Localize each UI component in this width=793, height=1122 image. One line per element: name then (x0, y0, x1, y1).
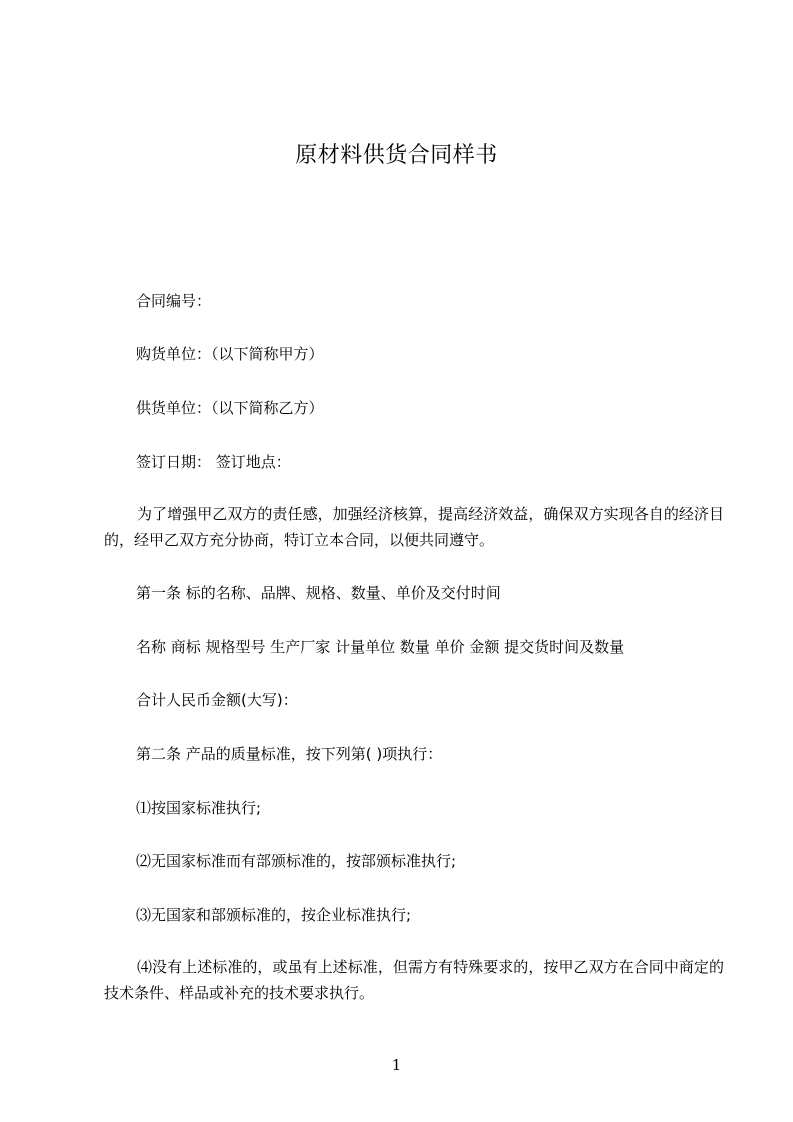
buyer-field: 购货单位：（以下简称甲方） (136, 345, 324, 363)
article-1-total: 合计人民币金额(大写)： (136, 691, 298, 709)
page-number: 1 (391, 1056, 402, 1074)
article-1-heading: 第一条 标的名称、品牌、规格、数量、单价及交付时间 (136, 584, 501, 602)
document-title: 原材料供货合同样书 (295, 143, 498, 168)
sign-date-location-field: 签订日期： 签订地点： (136, 453, 291, 471)
supplier-field: 供货单位：（以下简称乙方） (136, 399, 324, 417)
article-1-columns: 名称 商标 规格型号 生产厂家 计量单位 数量 单价 金额 提交货时间及数量 (136, 638, 625, 656)
article-2-item-3: ⑶无国家和部颁标准的，按企业标准执行; (136, 906, 412, 924)
article-2-item-1: ⑴按国家标准执行; (136, 799, 262, 817)
article-2-item-4: ⑷没有上述标准的，或虽有上述标准，但需方有特殊要求的，按甲乙双方在合同中商定的技术条件、样品或补充的技术要求执行。 (104, 958, 724, 1002)
intro-paragraph: 为了增强甲乙双方的责任感，加强经济核算，提高经济效益，确保双方实现各自的经济目的，经甲乙双方充分协商，特订立本合同，以便共同遵守。 (104, 505, 724, 549)
article-2-heading: 第二条 产品的质量标准，按下列第( )项执行： (136, 745, 443, 763)
article-2-item-2: ⑵无国家标准而有部颁标准的，按部颁标准执行; (136, 852, 457, 870)
contract-number-field: 合同编号： (136, 292, 212, 310)
